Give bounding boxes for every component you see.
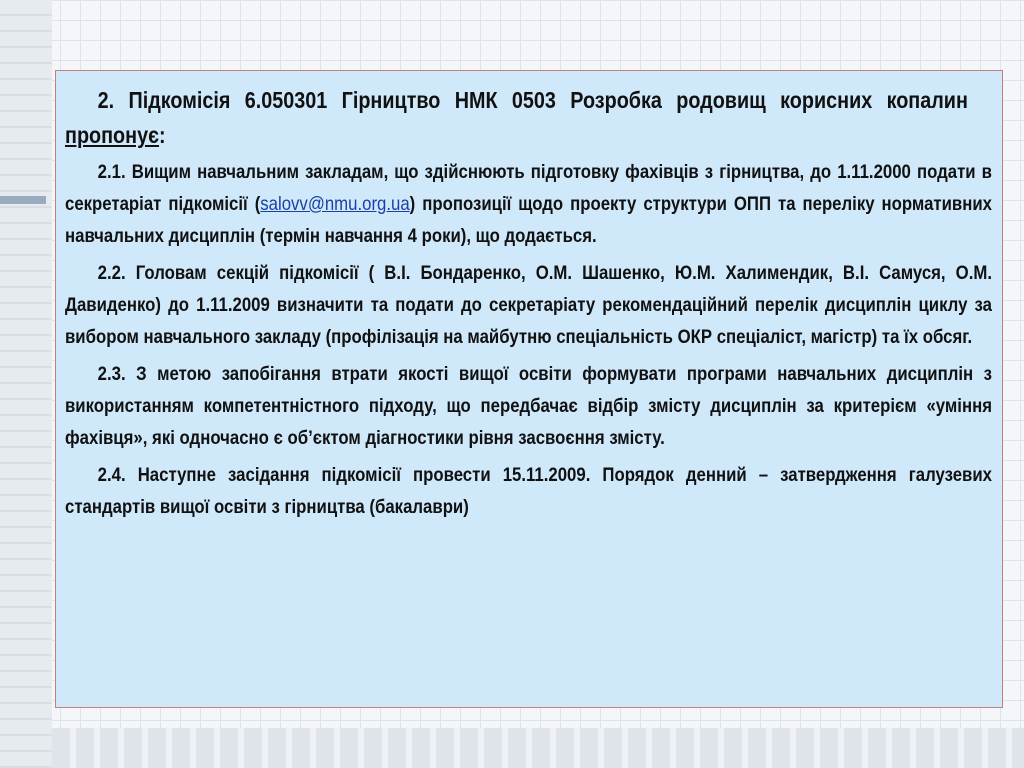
item-2-1 (65, 156, 992, 252)
heading-colon: : (159, 122, 166, 148)
bottom-decorative-stripes (52, 728, 1024, 768)
slide-content-box (55, 70, 1003, 708)
heading-text: 2. Підкомісія 6.050301 Гірництво НМК 0503 Розробка родовищ корисних копалин (97, 87, 968, 113)
item-2-2: 2.2. Головам секцій підкомісії ( В.І. Бондаренко, О.М. Шашенко, Ю.М. Халимендик, В.І. Самуся, О.М. Давиденко) до 1.11.2009 визначити та подати до секретаріату рекомендаційний перелік дисциплін циклу за вибором навчального закладу (профілізація на майбутню спеціальність ОКР спеціаліст, магістр) та їх обсяг. (65, 262, 992, 348)
left-decorative-bar (0, 0, 52, 768)
item-2-3: 2.3. З метою запобігання втрати якості вищої освіти формувати програми навчальних дисциплін з використанням компетентністного підходу, що передбачає відбір змісту дисциплін за критерієм «уміння фахівця», які одночасно є об’єктом діагностики рівня засвоєння змісту. (65, 363, 992, 449)
subcommission-heading (65, 83, 992, 153)
item-2-4: 2.4. Наступне засідання підкомісії провести 15.11.2009. Порядок денний – затвердження галузевих стандартів вищої освіти з гірництва (бакалаври) (65, 464, 992, 518)
heading-proposes: пропонує (65, 122, 160, 148)
item-2-1-text-end: ) пропозиції щодо проекту структури ОПП та переліку нормативних навчальних дисциплін (термін навчання 4 роки), що додається. (65, 193, 993, 247)
left-accent-line (0, 196, 46, 204)
item-2-1-text-start: 2.1. Вищим навчальним закладам, що здійснюють підготовку фахівців з гірництва, до 1.11.2000 подати в секретаріат підкомісії ( (65, 161, 992, 215)
email-link[interactable]: salovv@nmu.org.ua (260, 193, 410, 215)
